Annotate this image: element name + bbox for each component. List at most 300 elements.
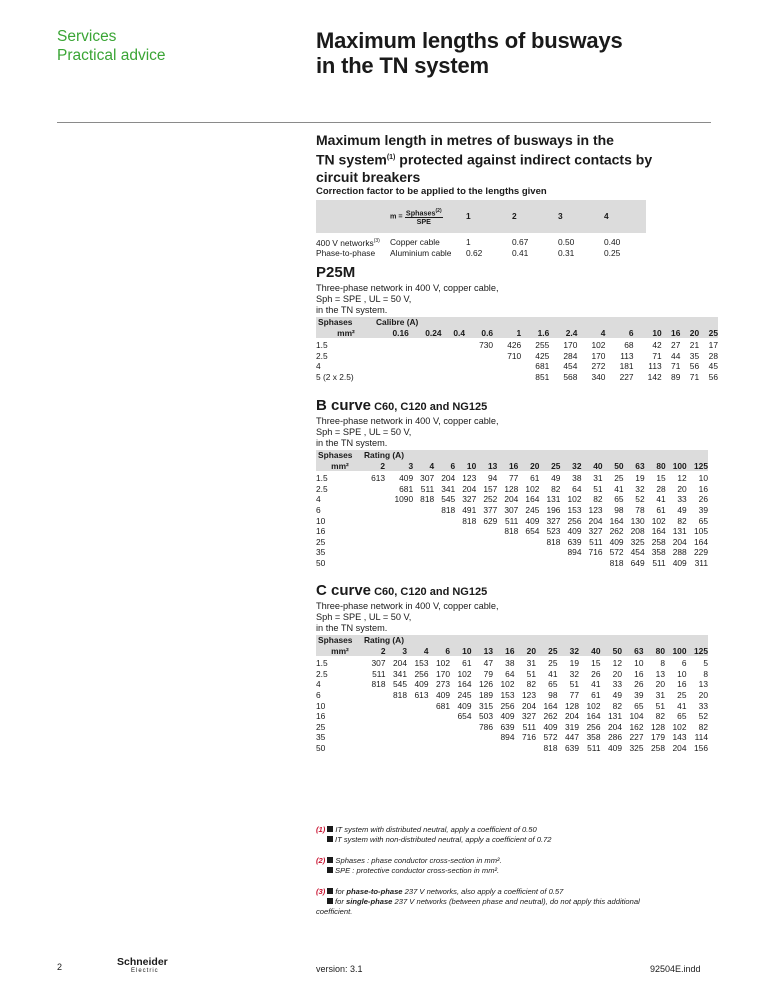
table-cell: 245 <box>457 689 472 700</box>
table-cell <box>364 701 386 712</box>
table-cell: 511 <box>589 536 603 547</box>
table-cell <box>376 361 409 372</box>
table-cell: 82 <box>655 711 665 722</box>
p25m-description <box>316 283 616 317</box>
table-cell <box>465 351 493 362</box>
table-cell <box>409 340 442 351</box>
table-cell: 128 <box>651 721 665 732</box>
table-cell: 649 <box>630 557 645 568</box>
table-cell: 105 <box>694 526 708 537</box>
row-label: 5 (2 x 2.5) <box>316 371 354 382</box>
table-cell: 47 <box>483 658 493 669</box>
table-cell: 10 <box>677 668 687 679</box>
table-cell: 654 <box>457 711 472 722</box>
column-header: 13 <box>487 460 498 471</box>
table-cell: 16 <box>677 679 687 690</box>
table-cell: 164 <box>609 515 624 526</box>
table-cell <box>493 372 521 383</box>
ccurve-title-products: C60, C120 and NG125 <box>371 586 488 598</box>
table-cell <box>413 547 434 558</box>
table-cell: 25 <box>614 473 624 484</box>
table-cell: 142 <box>647 371 662 382</box>
table-cell: 629 <box>483 515 498 526</box>
table-cell: 572 <box>609 547 624 558</box>
table-cell: 409 <box>414 679 429 690</box>
table-row <box>316 690 708 701</box>
bullet-icon <box>327 888 333 894</box>
table-cell: 204 <box>672 742 687 753</box>
table-cell: 227 <box>619 371 634 382</box>
table-cell: 10 <box>698 473 708 484</box>
table-cell: 325 <box>629 742 644 753</box>
table-cell <box>385 547 413 558</box>
table-cell <box>472 743 494 754</box>
row-footnote-ref: (3) <box>373 238 380 244</box>
table-cell: 10 <box>634 658 644 669</box>
table-cell: 113 <box>620 350 634 361</box>
column-header: 63 <box>635 460 645 471</box>
table-cell: 409 <box>609 536 624 547</box>
table-cell: 68 <box>624 340 634 351</box>
table-cell <box>407 722 429 733</box>
table-cell <box>434 537 455 548</box>
row-label: 2.5 <box>316 483 328 494</box>
row-label: 25 <box>316 536 326 547</box>
table-cell: 51 <box>569 679 579 690</box>
correction-value: 0.67 <box>512 236 529 247</box>
table-row <box>316 658 708 669</box>
table-cell <box>434 558 455 569</box>
table-cell: 28 <box>708 350 718 361</box>
table-cell: 123 <box>462 473 477 484</box>
table-cell: 89 <box>671 371 681 382</box>
table-cell: 256 <box>500 700 515 711</box>
table-row <box>316 679 708 690</box>
column-header: 1.6 <box>537 327 550 338</box>
column-header: 1 <box>516 327 522 338</box>
footnote-1 <box>316 825 716 845</box>
header-sphases: Sphases <box>318 635 353 645</box>
table-cell: 12 <box>612 658 622 669</box>
bcurve-title-main: B curve <box>316 397 372 414</box>
table-cell <box>472 732 494 743</box>
table-cell: 256 <box>414 668 429 679</box>
table-cell: 511 <box>587 742 601 753</box>
table-cell: 13 <box>698 679 708 690</box>
table-cell: 1090 <box>394 494 414 505</box>
table-cell: 123 <box>588 504 603 515</box>
column-header: 2 <box>380 460 386 471</box>
column-header: 3 <box>402 645 407 656</box>
table-cell <box>376 351 409 362</box>
table-cell: 818 <box>371 679 386 690</box>
table-cell: 78 <box>635 504 645 515</box>
main-heading-line3: circuit breakers <box>316 168 421 185</box>
table-cell: 229 <box>694 547 708 558</box>
table-cell: 27 <box>671 340 681 351</box>
table-cell: 143 <box>672 732 687 743</box>
table-cell: 204 <box>462 483 477 494</box>
table-cell: 272 <box>591 361 606 372</box>
table-cell <box>560 558 581 569</box>
table-cell: 45 <box>708 361 718 372</box>
table-cell: 613 <box>371 473 386 484</box>
table-cell <box>450 722 472 733</box>
row-label: 4 <box>316 494 321 505</box>
table-cell: 61 <box>530 473 540 484</box>
table-cell <box>476 547 497 558</box>
table-cell: 358 <box>586 732 601 743</box>
table-cell: 315 <box>479 700 493 711</box>
m-numerator-footnote: (2) <box>435 207 442 214</box>
row-label: 4 <box>316 361 321 372</box>
column-header: 6 <box>445 645 450 656</box>
table-row <box>316 701 708 712</box>
table-cell <box>407 732 429 743</box>
row-label: 1.5 <box>316 340 328 351</box>
table-cell: 818 <box>420 494 435 505</box>
table-cell: 65 <box>677 711 687 722</box>
table-cell: 307 <box>371 658 386 669</box>
table-cell: 341 <box>393 668 407 679</box>
p25m-table <box>316 317 718 383</box>
header-sphases: Sphases <box>318 450 353 460</box>
table-cell: 204 <box>522 700 536 711</box>
table-cell: 511 <box>372 668 386 679</box>
table-cell: 128 <box>565 700 579 711</box>
page-title <box>316 28 736 78</box>
table-cell <box>364 494 385 505</box>
table-cell <box>497 537 518 548</box>
table-cell: 639 <box>567 536 582 547</box>
table-cell: 16 <box>698 483 708 494</box>
table-cell: 5 <box>703 658 708 669</box>
bullet-icon <box>327 867 333 873</box>
table-cell <box>429 722 451 733</box>
table-cell: 307 <box>504 504 519 515</box>
table-cell: 426 <box>507 340 522 351</box>
table-cell: 340 <box>591 371 606 382</box>
footnote-text: IT system with non-distributed neutral, apply a coefficient of 0.72 <box>335 834 552 844</box>
table-cell: 358 <box>651 547 666 558</box>
row-label: 35 <box>316 732 326 743</box>
table-cell: 128 <box>504 483 519 494</box>
table-cell: 31 <box>655 689 665 700</box>
main-heading-rest: protected against indirect contacts by <box>395 151 653 168</box>
table-cell <box>455 537 476 548</box>
row-label: 1.5 <box>316 658 328 669</box>
table-cell: 818 <box>441 504 456 515</box>
bullet-icon <box>327 857 333 863</box>
table-header-row <box>316 450 708 461</box>
table-cell: 818 <box>504 526 519 537</box>
table-cell: 204 <box>393 658 407 669</box>
bcurve-title-products: C60, C120 and NG125 <box>371 401 488 413</box>
table-cell: 33 <box>677 494 687 505</box>
footnote-number: (3) <box>316 887 326 896</box>
table-cell: 64 <box>505 668 515 679</box>
row-label: 2.5 <box>316 350 328 361</box>
ccurve-title <box>316 582 487 599</box>
table-cell <box>450 743 472 754</box>
table-cell: 409 <box>543 721 558 732</box>
table-cell: 179 <box>651 732 665 743</box>
table-cell <box>407 701 429 712</box>
table-cell: 33 <box>612 679 622 690</box>
table-cell: 818 <box>393 689 407 700</box>
main-heading <box>316 132 716 186</box>
column-header: 10 <box>652 327 662 338</box>
table-cell <box>442 361 465 372</box>
row-label: 25 <box>316 721 326 732</box>
footnote-3 <box>316 887 716 916</box>
table-cell: 130 <box>630 515 645 526</box>
table-cell <box>364 547 385 558</box>
section-label-line2: Practical advice <box>57 47 166 64</box>
table-cell: 730 <box>479 340 494 351</box>
table-cell: 102 <box>651 515 666 526</box>
table-cell <box>518 547 539 558</box>
table-row <box>316 473 708 484</box>
bcurve-desc-line: Three-phase network in 400 V, copper cable, <box>316 416 499 426</box>
column-header: 10 <box>466 460 477 471</box>
table-cell: 102 <box>591 340 606 351</box>
column-header: 20 <box>530 460 540 471</box>
table-cell: 454 <box>563 361 578 372</box>
table-cell <box>385 516 413 527</box>
table-cell: 28 <box>656 483 666 494</box>
table-row <box>316 494 708 505</box>
m-label: m = <box>390 211 403 221</box>
table-cell: 639 <box>500 721 515 732</box>
table-header-row <box>316 317 718 328</box>
table-cell: 52 <box>698 711 708 722</box>
table-cell <box>493 361 521 372</box>
table-row <box>316 722 708 733</box>
footnote-text: 237 V networks, also apply a coefficient of 0.57 <box>402 887 564 896</box>
table-cell: 716 <box>522 732 536 743</box>
table-cell: 409 <box>436 689 450 700</box>
table-cell: 38 <box>572 473 582 484</box>
p25m-title: P25M <box>316 264 356 281</box>
table-cell: 82 <box>526 679 536 690</box>
row-label: 4 <box>316 679 321 690</box>
table-cell: 52 <box>635 494 645 505</box>
main-heading-line1: Maximum length in metres of busways in the <box>316 132 614 148</box>
table-cell: 511 <box>420 483 435 494</box>
ccurve-table <box>316 635 708 754</box>
column-header: 100 <box>672 645 687 656</box>
table-cell: 82 <box>551 483 561 494</box>
table-cell: 681 <box>535 361 550 372</box>
table-cell: 327 <box>522 711 536 722</box>
table-cell: 894 <box>500 732 515 743</box>
table-cell <box>364 690 386 701</box>
row-label: 10 <box>316 700 326 711</box>
table-cell: 82 <box>677 515 687 526</box>
table-cell: 102 <box>567 494 582 505</box>
table-cell: 341 <box>441 483 456 494</box>
table-cell: 65 <box>548 679 558 690</box>
bullet-icon <box>327 836 333 842</box>
table-cell: 162 <box>629 721 644 732</box>
table-cell <box>497 547 518 558</box>
table-cell: 131 <box>608 711 622 722</box>
column-header: 32 <box>569 645 579 656</box>
table-cell: 102 <box>500 679 515 690</box>
table-cell <box>364 558 385 569</box>
table-cell: 8 <box>703 668 708 679</box>
footnote-text: 237 V networks (between phase and neutral), do not apply this additional <box>392 896 640 906</box>
page-title-line2: in the TN system <box>316 53 489 78</box>
row-label: 50 <box>316 557 326 568</box>
table-cell <box>497 558 518 569</box>
correction-value: 0.62 <box>466 248 483 259</box>
column-header: 6 <box>450 460 456 471</box>
column-header: 40 <box>593 460 603 471</box>
header-divider <box>57 122 711 123</box>
table-cell: 39 <box>634 689 644 700</box>
table-cell: 32 <box>635 483 645 494</box>
correction-header-row <box>316 200 646 233</box>
table-cell: 818 <box>609 557 624 568</box>
table-cell <box>434 547 455 558</box>
table-cell: 114 <box>694 732 708 743</box>
column-header: 50 <box>614 460 624 471</box>
column-header: 0.16 <box>392 327 409 338</box>
table-row <box>316 484 708 495</box>
footnote-number: (2) <box>316 856 326 865</box>
table-cell: 164 <box>651 526 666 537</box>
table-cell <box>476 537 497 548</box>
table-cell: 19 <box>635 473 645 484</box>
footnote-emphasis: phase-to-phase <box>346 887 403 896</box>
column-header: 20 <box>689 327 700 338</box>
table-cell: 51 <box>655 700 665 711</box>
table-cell: 64 <box>572 483 582 494</box>
correction-value: 0.40 <box>604 236 621 247</box>
table-cell <box>364 526 385 537</box>
table-cell: 894 <box>567 547 582 558</box>
table-cell: 252 <box>483 494 498 505</box>
table-cell: 94 <box>487 473 498 484</box>
p25m-desc-line: in the TN system. <box>316 305 388 316</box>
table-cell <box>376 340 409 351</box>
table-cell <box>465 361 493 372</box>
m-fraction <box>405 207 443 226</box>
table-cell <box>386 722 408 733</box>
table-cell <box>455 558 476 569</box>
table-cell: 377 <box>483 504 498 515</box>
correction-cable-type: Aluminium cable <box>390 248 452 259</box>
table-cell: 572 <box>543 732 558 743</box>
m-numerator: Sphases <box>405 208 436 218</box>
table-cell: 61 <box>656 504 666 515</box>
table-cell: 170 <box>591 350 606 361</box>
table-cell: 409 <box>608 742 622 753</box>
table-cell: 256 <box>586 721 601 732</box>
column-header: 2 <box>380 645 386 656</box>
p25m-desc-line: Sph = SPE , UL = 50 V, <box>316 294 412 305</box>
logo-wordmark: Schneider <box>117 956 168 968</box>
footnote-text: IT system with distributed neutral, apply a coefficient of 0.50 <box>335 825 537 834</box>
table-cell <box>409 372 442 383</box>
table-cell: 8 <box>660 658 665 669</box>
table-cell <box>413 558 434 569</box>
table-cell: 613 <box>414 689 429 700</box>
row-label: 35 <box>316 547 326 558</box>
table-cell: 49 <box>551 473 561 484</box>
table-cell: 196 <box>546 504 561 515</box>
footnote-text: for <box>335 896 346 906</box>
column-header: 63 <box>634 645 644 656</box>
table-cell: 204 <box>608 721 622 732</box>
table-cell: 56 <box>689 361 700 372</box>
table-cell: 56 <box>708 371 718 382</box>
table-row <box>316 537 708 548</box>
column-header: 100 <box>672 460 687 471</box>
table-cell: 98 <box>548 689 558 700</box>
table-cell: 26 <box>591 668 601 679</box>
m-denominator: SPE <box>416 217 431 227</box>
table-row <box>316 669 708 680</box>
table-cell: 15 <box>591 658 601 669</box>
table-cell <box>518 537 539 548</box>
table-cell <box>386 732 408 743</box>
table-cell: 113 <box>648 361 662 372</box>
table-cell: 126 <box>479 679 493 690</box>
table-cell: 164 <box>543 700 558 711</box>
correction-row <box>316 233 646 248</box>
column-header: 50 <box>612 645 622 656</box>
column-header: 16 <box>671 327 681 338</box>
table-cell: 17 <box>708 340 718 351</box>
row-label: 10 <box>316 515 326 526</box>
table-cell: 41 <box>548 668 558 679</box>
correction-cable-type: Copper cable <box>390 236 440 247</box>
table-cell <box>539 558 560 569</box>
table-cell: 258 <box>651 536 666 547</box>
table-cell: 49 <box>677 504 687 515</box>
header-group: Calibre (A) <box>376 317 419 327</box>
column-header: 80 <box>655 645 665 656</box>
table-cell: 16 <box>634 668 644 679</box>
bcurve-desc-line: Sph = SPE , UL = 50 V, <box>316 427 412 438</box>
column-header: 80 <box>656 460 666 471</box>
table-cell: 409 <box>399 473 414 484</box>
table-cell: 77 <box>509 473 519 484</box>
table-cell: 157 <box>483 483 498 494</box>
column-header: 16 <box>509 460 519 471</box>
table-cell <box>385 526 413 537</box>
table-cell: 710 <box>507 350 522 361</box>
column-header: 4 <box>423 645 429 656</box>
table-cell: 102 <box>525 483 540 494</box>
header-group: Rating (A) <box>364 635 405 645</box>
table-cell <box>386 711 408 722</box>
table-cell: 104 <box>629 711 644 722</box>
table-cell: 61 <box>591 689 601 700</box>
schneider-electric-logo <box>117 958 168 976</box>
correction-row-label: 400 V networks$^{(3)}$ <box>316 237 380 248</box>
table-cell: 511 <box>652 557 666 568</box>
table-cell: 21 <box>689 340 700 351</box>
table-cell: 227 <box>629 732 644 743</box>
table-row <box>316 361 718 372</box>
header-unit: mm² <box>331 645 349 656</box>
header-unit: mm² <box>337 327 355 338</box>
table-cell: 716 <box>588 547 603 558</box>
